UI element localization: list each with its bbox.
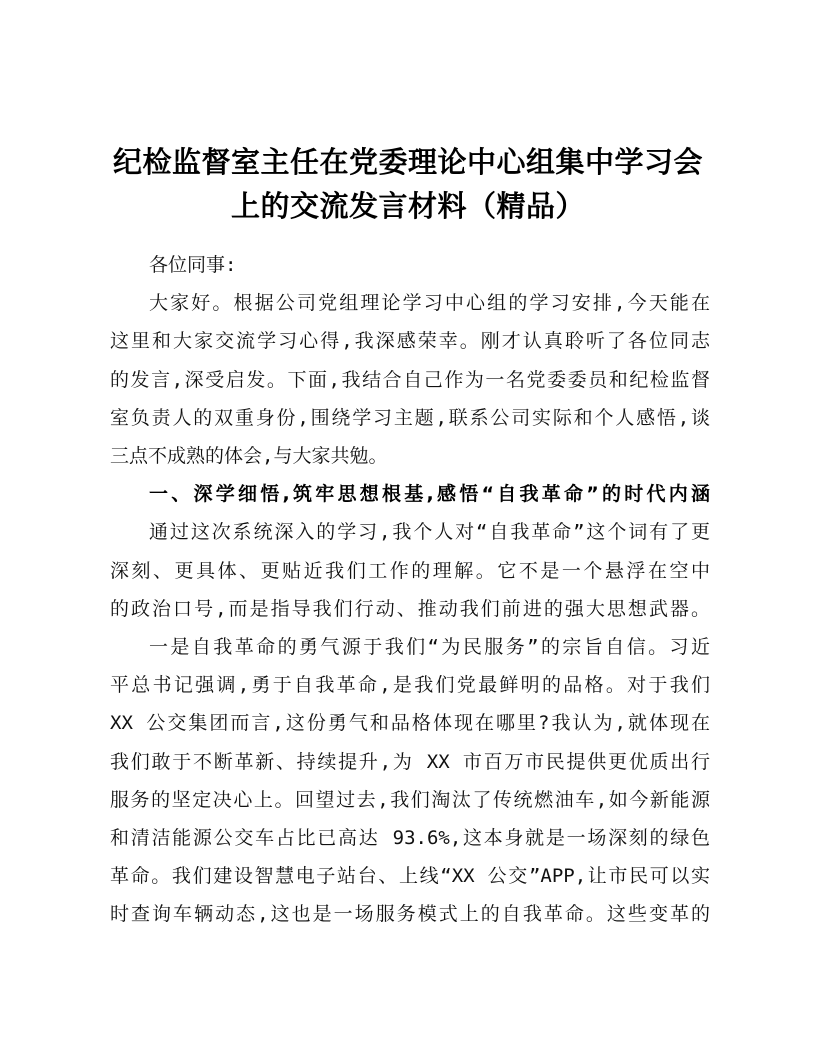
body-text-line: 平总书记强调,勇于自我革命,是我们党最鲜明的品格。对于我们 xyxy=(110,674,710,696)
body-text-line: 我们敢于不断革新、持续提升,为 XX 市百万市民提供更优质出行 xyxy=(110,751,710,773)
body-text-line: 三点不成熟的体会,与大家共勉。 xyxy=(110,445,388,467)
body-text-line: 室负责人的双重身份,围绕学习主题,联系公司实际和个人感悟,谈 xyxy=(110,407,710,429)
body-text-line: 这里和大家交流学习心得,我深感荣幸。刚才认真聆听了各位同志 xyxy=(110,330,710,352)
body-text-line: 各位同事: xyxy=(149,254,237,276)
body-text-line: 革命。我们建设智慧电子站台、上线“XX 公交”APP,让市民可以实 xyxy=(110,865,710,887)
body-text-line: 一是自我革命的勇气源于我们“为民服务”的宗旨自信。习近 xyxy=(149,636,710,658)
body-text-line: 的政治口号,而是指导我们行动、推动我们前进的强大思想武器。 xyxy=(110,598,710,620)
document-title-line-2: 上的交流发言材料（精品） xyxy=(230,189,585,223)
body-text-line: 大家好。根据公司党组理论学习中心组的学习安排,今天能在 xyxy=(149,292,710,314)
section-heading: 一、深学细悟,筑牢思想根基,感悟“自我革命”的时代内涵 xyxy=(149,483,710,505)
body-text-line: 的发言,深受启发。下面,我结合自己作为一名党委委员和纪检监督 xyxy=(110,369,710,391)
body-text-line: 通过这次系统深入的学习,我个人对“自我革命”这个词有了更 xyxy=(149,521,710,543)
body-text-line: XX 公交集团而言,这份勇气和品格体现在哪里?我认为,就体现在 xyxy=(110,712,710,734)
body-text-line: 服务的坚定决心上。回望过去,我们淘汰了传统燃油车,如今新能源 xyxy=(110,789,710,811)
body-text-line: 时查询车辆动态,这也是一场服务模式上的自我革命。这些变革的 xyxy=(110,903,710,925)
document-title-line-1: 纪检监督室主任在党委理论中心组集中学习会 xyxy=(112,145,703,179)
body-text-line: 深刻、更具体、更贴近我们工作的理解。它不是一个悬浮在空中 xyxy=(110,560,710,582)
body-text-line: 和清洁能源公交车占比已高达 93.6%,这本身就是一场深刻的绿色 xyxy=(110,827,710,849)
